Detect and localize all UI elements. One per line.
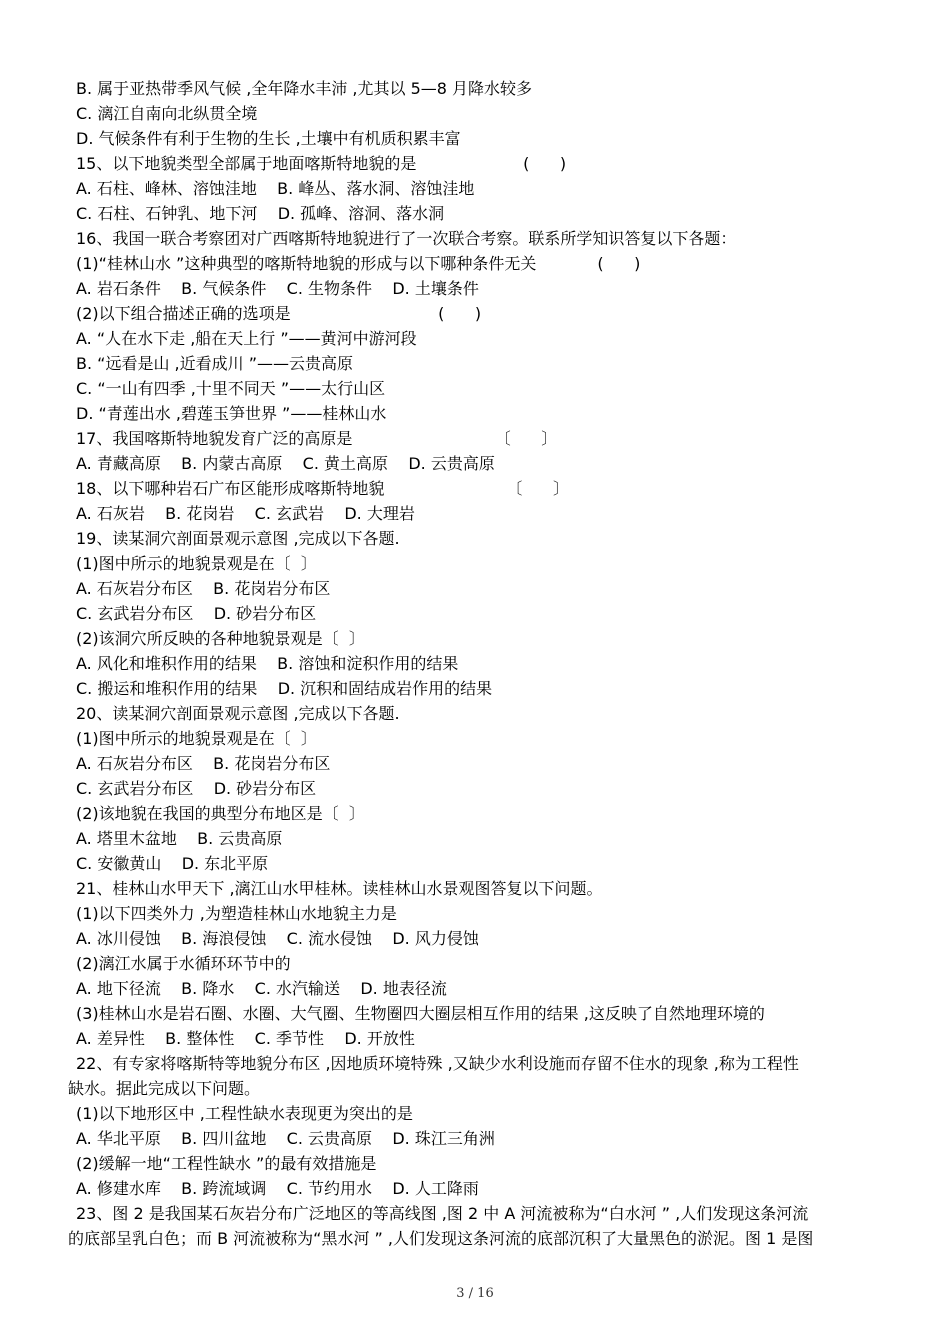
text-line: B. “远看是山 ,近看成川 ”——云贵高原 bbox=[76, 354, 353, 373]
question-23: 23、图 2 是我国某石灰岩分布广泛地区的等高线图 ,图 2 中 A 河流被称为“白水河 ” ,人们发现这条河流 bbox=[76, 1204, 809, 1223]
text-line: (2)以下组合描述正确的选项是 ( ) bbox=[76, 304, 482, 323]
text-line: A. 石灰岩分布区 B. 花岗岩分布区 bbox=[76, 579, 331, 598]
text-line: C. “一山有四季 ,十里不同天 ”——太行山区 bbox=[76, 379, 386, 398]
text-line: (2)漓江水属于水循环环节中的 bbox=[76, 954, 291, 973]
text-line: A. “人在水下走 ,船在天上行 ”——黄河中游河段 bbox=[76, 329, 417, 348]
text-line: A. 差异性 B. 整体性 C. 季节性 D. 开放性 bbox=[76, 1029, 415, 1048]
text-line: D. “青莲出水 ,碧莲玉笋世界 ”——桂林山水 bbox=[76, 404, 387, 423]
text-line: A. 塔里木盆地 B. 云贵高原 bbox=[76, 829, 283, 848]
text-line: A. 石柱、峰林、溶蚀洼地 B. 峰丛、落水洞、溶蚀洼地 bbox=[76, 179, 475, 198]
text-line: A. 岩石条件 B. 气候条件 C. 生物条件 D. 土壤条件 bbox=[76, 279, 479, 298]
question-17: 17、我国喀斯特地貌发育广泛的高原是 〔 〕 bbox=[76, 429, 558, 448]
text-line: (1)“桂林山水 ”这种典型的喀斯特地貌的形成与以下哪种条件无关 ( ) bbox=[76, 254, 641, 273]
text-line: (1)图中所示的地貌景观是在〔 〕 bbox=[76, 554, 317, 573]
text-line: 缺水。据此完成以下问题。 bbox=[68, 1079, 261, 1098]
text-line: (2)缓解一地“工程性缺水 ”的最有效措施是 bbox=[76, 1154, 377, 1173]
question-15: 15、以下地貌类型全部属于地面喀斯特地貌的是 ( ) bbox=[76, 154, 567, 173]
question-18: 18、以下哪种岩石广布区能形成喀斯特地貌 〔 〕 bbox=[76, 479, 569, 498]
text-line: C. 石柱、石钟乳、地下河 D. 孤峰、溶洞、落水洞 bbox=[76, 204, 445, 223]
question-19: 19、读某洞穴剖面景观示意图 ,完成以下各题. bbox=[76, 529, 400, 548]
text-line: C. 玄武岩分布区 D. 砂岩分布区 bbox=[76, 604, 317, 623]
text-line: A. 风化和堆积作用的结果 B. 溶蚀和淀积作用的结果 bbox=[76, 654, 459, 673]
text-line: C. 搬运和堆积作用的结果 D. 沉积和固结成岩作用的结果 bbox=[76, 679, 493, 698]
text-line: A. 青藏高原 B. 内蒙古高原 C. 黄土高原 D. 云贵高原 bbox=[76, 454, 495, 473]
text-line: 的底部呈乳白色；而 B 河流被称为“黑水河 ” ,人们发现这条河流的底部沉积了大量黑色的淤泥。图 1 是图 bbox=[68, 1229, 814, 1248]
text-line: A. 地下径流 B. 降水 C. 水汽输送 D. 地表径流 bbox=[76, 979, 447, 998]
text-line: (1)以下四类外力 ,为塑造桂林山水地貌主力是 bbox=[76, 904, 397, 923]
text-line: A. 石灰岩 B. 花岗岩 C. 玄武岩 D. 大理岩 bbox=[76, 504, 415, 523]
text-line: C. 安徽黄山 D. 东北平原 bbox=[76, 854, 269, 873]
text-line: D. 气候条件有利于生物的生长 ,土壤中有机质积累丰富 bbox=[76, 129, 461, 148]
text-line: (1)以下地形区中 ,工程性缺水表现更为突出的是 bbox=[76, 1104, 413, 1123]
text-line: (1)图中所示的地貌景观是在〔 〕 bbox=[76, 729, 317, 748]
text-line: C. 玄武岩分布区 D. 砂岩分布区 bbox=[76, 779, 317, 798]
text-line: A. 冰川侵蚀 B. 海浪侵蚀 C. 流水侵蚀 D. 风力侵蚀 bbox=[76, 929, 479, 948]
question-22: 22、有专家将喀斯特等地貌分布区 ,因地质环境特殊 ,又缺少水利设施而存留不住水的现象 ,称为工程性 bbox=[76, 1054, 799, 1073]
text-line: C. 漓江自南向北纵贯全境 bbox=[76, 104, 258, 123]
text-line: (3)桂林山水是岩石圈、水圈、大气圈、生物圈四大圈层相互作用的结果 ,这反映了自然地理环境的 bbox=[76, 1004, 765, 1023]
question-21: 21、桂林山水甲天下 ,漓江山水甲桂林。读桂林山水景观图答复以下问题。 bbox=[76, 879, 603, 898]
text-line: A. 华北平原 B. 四川盆地 C. 云贵高原 D. 珠江三角洲 bbox=[76, 1129, 495, 1148]
page-number: 3 / 16 bbox=[456, 1286, 494, 1301]
question-20: 20、读某洞穴剖面景观示意图 ,完成以下各题. bbox=[76, 704, 400, 723]
text-line: A. 修建水库 B. 跨流域调 C. 节约用水 D. 人工降雨 bbox=[76, 1179, 479, 1198]
document-body bbox=[68, 76, 886, 1251]
text-line: (2)该地貌在我国的典型分布地区是〔 〕 bbox=[76, 804, 365, 823]
text-line: A. 石灰岩分布区 B. 花岗岩分布区 bbox=[76, 754, 331, 773]
text-line: (2)该洞穴所反映的各种地貌景观是〔 〕 bbox=[76, 629, 365, 648]
question-16: 16、我国一联合考察团对广西喀斯特地貌进行了一次联合考察。联系所学知识答复以下各题： bbox=[76, 229, 737, 248]
text-line: B. 属于亚热带季风气候 ,全年降水丰沛 ,尤其以 5—8 月降水较多 bbox=[76, 79, 533, 98]
